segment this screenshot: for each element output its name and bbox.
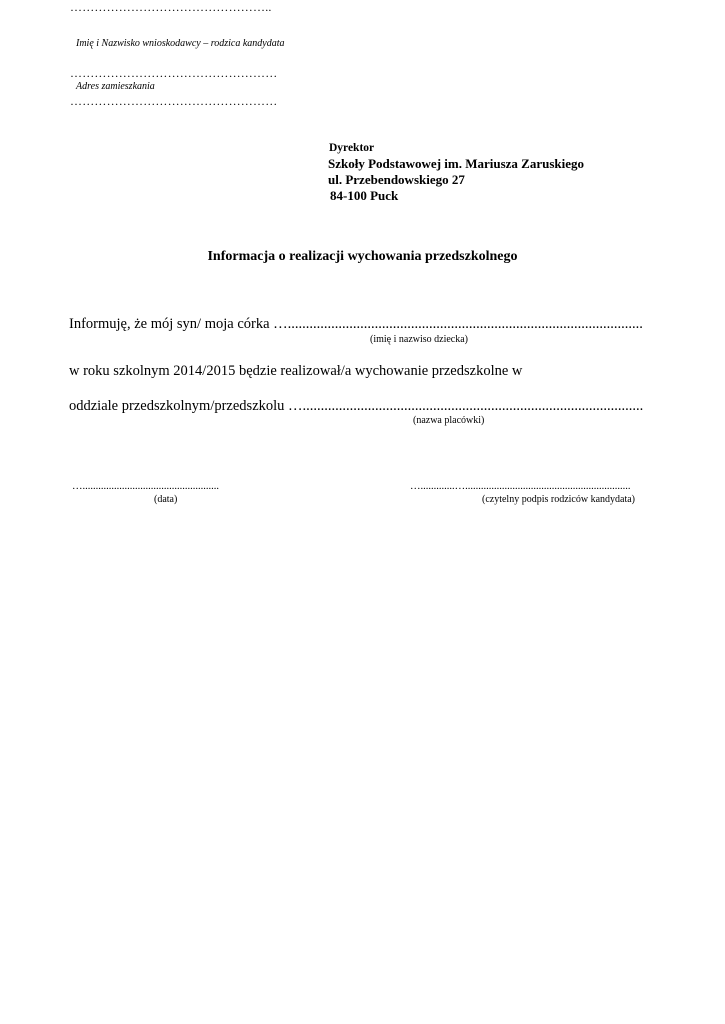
- recipient-title: Dyrektor: [329, 142, 375, 154]
- facility-line[interactable]: oddziale przedszkolnym/przedszkolu …..............................................................................................: [69, 398, 644, 414]
- child-name-caption: (imię i nazwiso dziecka): [370, 334, 469, 345]
- applicant-address-dotted-line-1[interactable]: ……………………………………………: [70, 66, 278, 80]
- signature-dotted-line[interactable]: ….............…...............................................................: [410, 481, 631, 492]
- applicant-name-caption: Imię i Nazwisko wnioskodawcy – rodzica kandydata: [76, 38, 285, 49]
- date-dotted-line[interactable]: …....................................................: [72, 481, 219, 492]
- date-caption: (data): [154, 494, 178, 505]
- recipient-school: Szkoły Podstawowej im. Mariusza Zaruskiego: [328, 156, 585, 171]
- recipient-street: ul. Przebendowskiego 27: [328, 172, 465, 187]
- applicant-name-dotted-line[interactable]: …………………………………………..: [70, 0, 272, 14]
- school-year-line: w roku szkolnym 2014/2015 będzie realizował/a wychowanie przedszkolne w: [69, 363, 523, 379]
- recipient-city: 84-100 Puck: [330, 188, 399, 203]
- facility-caption: (nazwa placówki): [413, 415, 485, 426]
- signature-caption: (czytelny podpis rodziców kandydata): [482, 494, 636, 505]
- applicant-address-dotted-line-2[interactable]: ……………………………………………: [70, 94, 278, 108]
- child-name-line[interactable]: Informuję, że mój syn/ moja córka …..................................................................................................: [69, 316, 643, 332]
- document-title: Informacja o realizacji wychowania przedszkolnego: [207, 249, 518, 264]
- applicant-address-caption: Adres zamieszkania: [76, 81, 155, 92]
